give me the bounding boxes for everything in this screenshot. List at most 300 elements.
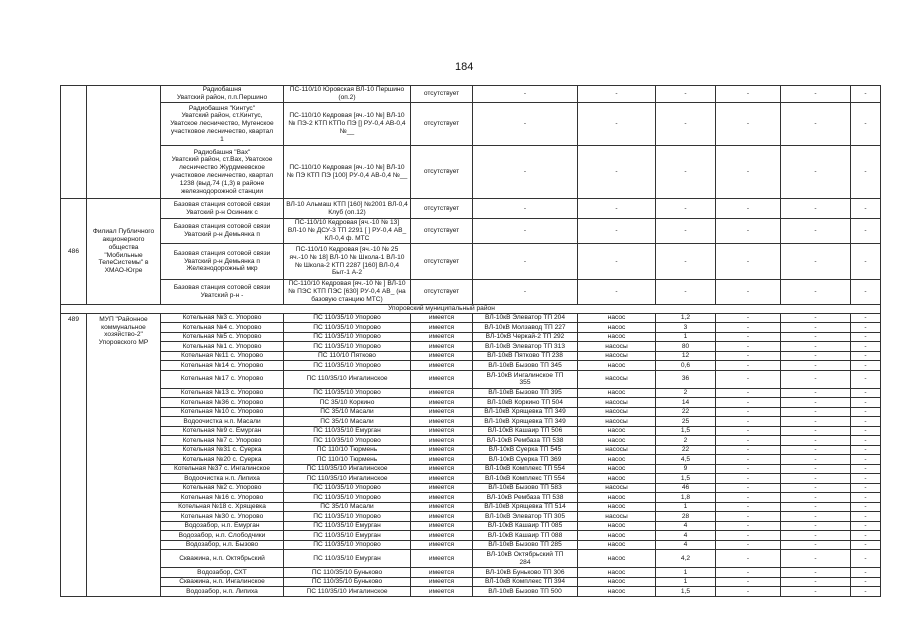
- availability-cell: отсутствует: [411, 86, 473, 103]
- feeder-line-cell: -: [473, 199, 578, 219]
- col11-cell: -: [851, 332, 881, 342]
- table-row: [61, 219, 881, 244]
- col10-cell: -: [781, 531, 851, 541]
- availability-cell: имеется: [411, 436, 473, 446]
- power-source-cell: ПС 110/35/10 Упорово: [284, 388, 411, 398]
- equipment-cell: -: [578, 86, 656, 103]
- table-row: [61, 398, 881, 408]
- load-cell: 4,2: [656, 550, 716, 568]
- power-source-cell: ПС 110/35/10 Емурган: [284, 521, 411, 531]
- col9-cell: -: [716, 577, 781, 587]
- availability-cell: имеется: [411, 577, 473, 587]
- col10-cell: -: [781, 426, 851, 436]
- power-source-cell: ПС 110/35/10 Ингалинское: [284, 474, 411, 484]
- power-source-cell: ПС 110/35/10 Упорово: [284, 512, 411, 522]
- equipment-cell: насос: [578, 436, 656, 446]
- col9-cell: -: [716, 103, 781, 146]
- equipment-cell: насос: [578, 493, 656, 503]
- object-cell: Котельная №1 с. Упорово: [161, 342, 284, 352]
- col9-cell: -: [716, 531, 781, 541]
- object-cell: Котельная №11 с. Упорово: [161, 351, 284, 361]
- equipment-cell: насос: [578, 474, 656, 484]
- availability-cell: имеется: [411, 474, 473, 484]
- section-title: Упоровский муниципальный район: [61, 305, 881, 314]
- availability-cell: имеется: [411, 332, 473, 342]
- feeder-line-cell: ВЛ-10кВ Комплекс ТП 394: [473, 577, 578, 587]
- availability-cell: имеется: [411, 531, 473, 541]
- col11-cell: -: [851, 199, 881, 219]
- availability-cell: имеется: [411, 455, 473, 465]
- availability-cell: имеется: [411, 540, 473, 550]
- equipment-cell: насос: [578, 521, 656, 531]
- power-source-cell: ПС 110/35/10 Упорово: [284, 323, 411, 333]
- equipment-cell: насосы: [578, 370, 656, 388]
- col11-cell: -: [851, 407, 881, 417]
- equipment-cell: насос: [578, 455, 656, 465]
- col10-cell: -: [781, 370, 851, 388]
- organization-cell: Филиал Публичного акционерного общества "Мобильные ТелеСистемы" в ХМАО-Югре: [87, 199, 161, 305]
- col9-cell: -: [716, 244, 781, 280]
- load-cell: -: [656, 103, 716, 146]
- feeder-line-cell: ВЛ-10кВ Комплекс ТП 554: [473, 474, 578, 484]
- power-source-cell: ПС-110/10 Кедровая [яч.-10 № 25 яч.-10 № 18] ВЛ-10 № Школа-1 ВЛ-10 № Школа-2 КТП 2287 [160] ВЛ-0,4 Быт-1 А-2: [284, 244, 411, 280]
- feeder-line-cell: ВЛ-10кВ Суерка ТП 545: [473, 445, 578, 455]
- col9-cell: -: [716, 445, 781, 455]
- col9-cell: -: [716, 426, 781, 436]
- equipment-cell: -: [578, 244, 656, 280]
- col11-cell: -: [851, 540, 881, 550]
- object-cell: Радиобашня "Кинтус" Уватский район, ст.Кинтус, Уватское лесничество, Мугенское участковое лесничество, квартал 1: [161, 103, 284, 146]
- table-row: [61, 280, 881, 305]
- power-source-cell: ПС 110/35/10 Упорово: [284, 483, 411, 493]
- load-cell: 1,5: [656, 426, 716, 436]
- power-source-cell: ПС 110/10 Тюрмень: [284, 455, 411, 465]
- table-row: [61, 407, 881, 417]
- col10-cell: -: [781, 199, 851, 219]
- availability-cell: имеется: [411, 502, 473, 512]
- availability-cell: имеется: [411, 464, 473, 474]
- feeder-line-cell: ВЛ-10кВ Бызово ТП 583: [473, 483, 578, 493]
- load-cell: -: [656, 146, 716, 199]
- table-row: [61, 521, 881, 531]
- col11-cell: -: [851, 521, 881, 531]
- equipment-cell: насосы: [578, 407, 656, 417]
- consumers-table: [60, 85, 881, 597]
- col11-cell: -: [851, 313, 881, 323]
- object-cell: Базовая станция сотовой связи Уватский р-н Демьянка п Железнодорожный мкр: [161, 244, 284, 280]
- object-cell: Водоочистка н.п. Масали: [161, 417, 284, 427]
- availability-cell: отсутствует: [411, 244, 473, 280]
- power-source-cell: ПС 110/35/10 Емурган: [284, 531, 411, 541]
- load-cell: 12: [656, 351, 716, 361]
- col11-cell: -: [851, 550, 881, 568]
- col9-cell: -: [716, 313, 781, 323]
- power-source-cell: ПС 35/10 Коркино: [284, 398, 411, 408]
- col11-cell: -: [851, 577, 881, 587]
- equipment-cell: насос: [578, 323, 656, 333]
- power-source-cell: ПС 110/35/10 Ингалинское: [284, 464, 411, 474]
- col10-cell: -: [781, 455, 851, 465]
- power-source-cell: ВЛ-10 Альмаш КТП [160] №2001 ВЛ-0,4 Клуб (оп.12): [284, 199, 411, 219]
- col9-cell: -: [716, 417, 781, 427]
- availability-cell: имеется: [411, 426, 473, 436]
- load-cell: 2: [656, 388, 716, 398]
- availability-cell: имеется: [411, 361, 473, 371]
- table-row: [61, 577, 881, 587]
- col11-cell: -: [851, 370, 881, 388]
- feeder-line-cell: -: [473, 86, 578, 103]
- table-row: [61, 512, 881, 522]
- feeder-line-cell: ВЛ-10кВ Элеватор ТП 204: [473, 313, 578, 323]
- col9-cell: -: [716, 370, 781, 388]
- col10-cell: -: [781, 244, 851, 280]
- load-cell: 1,8: [656, 493, 716, 503]
- equipment-cell: -: [578, 219, 656, 244]
- col10-cell: -: [781, 323, 851, 333]
- col11-cell: -: [851, 426, 881, 436]
- object-cell: Котельная №3 с. Упорово: [161, 313, 284, 323]
- page-number: 184: [455, 61, 474, 73]
- table-row: [61, 493, 881, 503]
- col11-cell: -: [851, 445, 881, 455]
- col9-cell: -: [716, 361, 781, 371]
- col11-cell: -: [851, 388, 881, 398]
- load-cell: 2: [656, 436, 716, 446]
- load-cell: 1: [656, 332, 716, 342]
- power-source-cell: ПС 110/35/10 Упорово: [284, 361, 411, 371]
- col10-cell: -: [781, 550, 851, 568]
- table-row: [61, 436, 881, 446]
- object-cell: Водозабор, н.п. Емурган: [161, 521, 284, 531]
- feeder-line-cell: ВЛ-10кВ Элеватор ТП 313: [473, 342, 578, 352]
- col10-cell: -: [781, 568, 851, 578]
- col9-cell: -: [716, 493, 781, 503]
- equipment-cell: насосы: [578, 445, 656, 455]
- table-row: [61, 146, 881, 199]
- power-source-cell: ПС 35/10 Масали: [284, 417, 411, 427]
- availability-cell: отсутствует: [411, 219, 473, 244]
- col11-cell: -: [851, 417, 881, 427]
- feeder-line-cell: ВЛ-10кВ Октябрьский ТП 284: [473, 550, 578, 568]
- col10-cell: -: [781, 474, 851, 484]
- col10-cell: -: [781, 417, 851, 427]
- table-row: [61, 474, 881, 484]
- col10-cell: -: [781, 436, 851, 446]
- col10-cell: -: [781, 540, 851, 550]
- feeder-line-cell: ВЛ-10кВ Молзавод ТП 227: [473, 323, 578, 333]
- col10-cell: -: [781, 332, 851, 342]
- load-cell: 28: [656, 512, 716, 522]
- power-source-cell: ПС 110/10 Пятково: [284, 351, 411, 361]
- availability-cell: имеется: [411, 398, 473, 408]
- feeder-line-cell: ВЛ-10кВ Бызово ТП 345: [473, 361, 578, 371]
- load-cell: 1: [656, 568, 716, 578]
- object-cell: Котельная №9 с. Емурган: [161, 426, 284, 436]
- feeder-line-cell: -: [473, 219, 578, 244]
- col9-cell: -: [716, 351, 781, 361]
- col11-cell: -: [851, 398, 881, 408]
- equipment-cell: насос: [578, 388, 656, 398]
- equipment-cell: насосы: [578, 483, 656, 493]
- col9-cell: -: [716, 568, 781, 578]
- organization-cell: МУП "Районное коммунальное хозяйство-2" Упоровского МР: [87, 313, 161, 596]
- load-cell: -: [656, 219, 716, 244]
- equipment-cell: насос: [578, 361, 656, 371]
- availability-cell: имеется: [411, 445, 473, 455]
- feeder-line-cell: ВЛ-10кВ Кашаир ТП 085: [473, 521, 578, 531]
- object-cell: Базовая станция сотовой связи Уватский р-н Демьянка п: [161, 219, 284, 244]
- power-source-cell: ПС-110/10 Кедровая [яч.-10 №] ВЛ-10 № ПЭ-2 КТП КТПо ПЭ [] РУ-0,4 АВ-0,4 №__: [284, 103, 411, 146]
- table-row: [61, 445, 881, 455]
- power-source-cell: ПС 110/35/10 Упорово: [284, 313, 411, 323]
- col9-cell: -: [716, 323, 781, 333]
- object-cell: Скважина, н.п. Октябрьский: [161, 550, 284, 568]
- col10-cell: -: [781, 361, 851, 371]
- col10-cell: -: [781, 342, 851, 352]
- equipment-cell: насос: [578, 426, 656, 436]
- load-cell: 36: [656, 370, 716, 388]
- object-cell: Скважина, н.п. Ингалинское: [161, 577, 284, 587]
- power-source-cell: ПС-110/10 Кедровая [яч.-10 № ] ВЛ-10 № ПЭС КТП ПЭС [630] РУ-0,4 АВ_ (на базовую станцию МТС): [284, 280, 411, 305]
- col11-cell: -: [851, 587, 881, 597]
- table-row: [61, 244, 881, 280]
- availability-cell: отсутствует: [411, 146, 473, 199]
- table-row: [61, 483, 881, 493]
- col9-cell: -: [716, 199, 781, 219]
- power-source-cell: ПС 110/35/10 Упорово: [284, 436, 411, 446]
- object-cell: Водоочистка н.п. Липиха: [161, 474, 284, 484]
- equipment-cell: -: [578, 103, 656, 146]
- equipment-cell: насосы: [578, 351, 656, 361]
- feeder-line-cell: ВЛ-10кВ Ингалинское ТП 355: [473, 370, 578, 388]
- col10-cell: -: [781, 521, 851, 531]
- object-cell: Водозабор, СХТ: [161, 568, 284, 578]
- load-cell: 46: [656, 483, 716, 493]
- object-cell: Водозабор, н.п. Липиха: [161, 587, 284, 597]
- table-row: [61, 455, 881, 465]
- equipment-cell: насосы: [578, 398, 656, 408]
- col9-cell: -: [716, 464, 781, 474]
- feeder-line-cell: ВЛ-10кВ Бызово ТП 500: [473, 587, 578, 597]
- power-source-cell: ПС-110/10 Кедровая [яч.-10 № 13] ВЛ-10 № ДСУ-3 ТП 2291 [ ] РУ-0,4 АВ_ КЛ-0,4 ф. МТС: [284, 219, 411, 244]
- feeder-line-cell: ВЛ-10кВ Хрящевка ТП 349: [473, 407, 578, 417]
- table-row: [61, 199, 881, 219]
- col10-cell: -: [781, 219, 851, 244]
- col10-cell: -: [781, 146, 851, 199]
- feeder-line-cell: ВЛ-10кВ Рембаза ТП 538: [473, 436, 578, 446]
- table-row: [61, 531, 881, 541]
- feeder-line-cell: ВЛ-10кВ Комплекс ТП 554: [473, 464, 578, 474]
- col9-cell: -: [716, 521, 781, 531]
- availability-cell: имеется: [411, 351, 473, 361]
- col9-cell: -: [716, 398, 781, 408]
- power-source-cell: ПС 110/35/10 Емурган: [284, 550, 411, 568]
- load-cell: 4: [656, 540, 716, 550]
- table-row: [61, 568, 881, 578]
- power-source-cell: ПС 110/35/10 Упорово: [284, 342, 411, 352]
- power-source-cell: ПС 110/35/10 Емурган: [284, 426, 411, 436]
- equipment-cell: насос: [578, 502, 656, 512]
- availability-cell: отсутствует: [411, 280, 473, 305]
- equipment-cell: насос: [578, 577, 656, 587]
- object-cell: Котельная №4 с. Упорово: [161, 323, 284, 333]
- table-row: [61, 313, 881, 323]
- col11-cell: -: [851, 483, 881, 493]
- equipment-cell: -: [578, 146, 656, 199]
- power-source-cell: ПС 110/35/10 Ингалинское: [284, 587, 411, 597]
- equipment-cell: насосы: [578, 417, 656, 427]
- power-source-cell: ПС 110/35/10 Ингалинское: [284, 370, 411, 388]
- col11-cell: -: [851, 464, 881, 474]
- power-source-cell: ПС 110/35/10 Буньково: [284, 568, 411, 578]
- load-cell: 22: [656, 407, 716, 417]
- object-cell: Котельная №5 с. Упорово: [161, 332, 284, 342]
- table-row: [61, 426, 881, 436]
- equipment-cell: насос: [578, 587, 656, 597]
- col11-cell: -: [851, 146, 881, 199]
- table-row: [61, 502, 881, 512]
- availability-cell: отсутствует: [411, 103, 473, 146]
- availability-cell: имеется: [411, 521, 473, 531]
- object-cell: Котельная №14 с. Упорово: [161, 361, 284, 371]
- col11-cell: -: [851, 502, 881, 512]
- power-source-cell: ПС 110/35/10 Упорово: [284, 332, 411, 342]
- col11-cell: -: [851, 493, 881, 503]
- equipment-cell: насос: [578, 568, 656, 578]
- availability-cell: имеется: [411, 388, 473, 398]
- equipment-cell: насос: [578, 540, 656, 550]
- col9-cell: -: [716, 280, 781, 305]
- load-cell: 0,6: [656, 361, 716, 371]
- object-cell: Котельная №17 с. Упорово: [161, 370, 284, 388]
- availability-cell: имеется: [411, 587, 473, 597]
- power-source-cell: ПС 110/35/10 Упорово: [284, 540, 411, 550]
- col10-cell: -: [781, 493, 851, 503]
- availability-cell: имеется: [411, 483, 473, 493]
- col11-cell: -: [851, 342, 881, 352]
- table-row: [61, 323, 881, 333]
- col9-cell: -: [716, 219, 781, 244]
- col9-cell: -: [716, 342, 781, 352]
- load-cell: -: [656, 199, 716, 219]
- table-row: [61, 587, 881, 597]
- col10-cell: -: [781, 103, 851, 146]
- col11-cell: -: [851, 219, 881, 244]
- col9-cell: -: [716, 407, 781, 417]
- col9-cell: -: [716, 483, 781, 493]
- load-cell: -: [656, 280, 716, 305]
- availability-cell: имеется: [411, 568, 473, 578]
- col10-cell: -: [781, 577, 851, 587]
- feeder-line-cell: ВЛ-10кВ Черкай-2 ТП 292: [473, 332, 578, 342]
- feeder-line-cell: ВЛ-10кВ Рембаза ТП 538: [473, 493, 578, 503]
- col9-cell: -: [716, 512, 781, 522]
- col11-cell: -: [851, 455, 881, 465]
- col9-cell: -: [716, 587, 781, 597]
- table-row: [61, 370, 881, 388]
- number-cell: 486: [61, 199, 87, 305]
- equipment-cell: -: [578, 280, 656, 305]
- object-cell: Радиобашня "Вах" Уватский район, ст.Вах, Уватское лесничество Журдмеевское участковое лесничество, квартал 1238 (выд.74 (1,3) в районе железнодорожной станции: [161, 146, 284, 199]
- col11-cell: -: [851, 474, 881, 484]
- availability-cell: имеется: [411, 323, 473, 333]
- load-cell: 25: [656, 417, 716, 427]
- load-cell: 1,5: [656, 587, 716, 597]
- col10-cell: -: [781, 483, 851, 493]
- load-cell: 22: [656, 445, 716, 455]
- col9-cell: -: [716, 550, 781, 568]
- object-cell: Котельная №37 с. Ингалинское: [161, 464, 284, 474]
- col9-cell: -: [716, 86, 781, 103]
- equipment-cell: насос: [578, 550, 656, 568]
- feeder-line-cell: ВЛ-10кВ Пятково ТП 238: [473, 351, 578, 361]
- feeder-line-cell: -: [473, 280, 578, 305]
- col9-cell: -: [716, 388, 781, 398]
- number-cell: [61, 86, 87, 199]
- object-cell: Котельная №18 с. Хрящевка: [161, 502, 284, 512]
- col9-cell: -: [716, 146, 781, 199]
- table-row: [61, 103, 881, 146]
- load-cell: 80: [656, 342, 716, 352]
- feeder-line-cell: ВЛ-10кВ Суерка ТП 369: [473, 455, 578, 465]
- col11-cell: -: [851, 351, 881, 361]
- object-cell: Базовая станция сотовой связи Уватский р-н Осинник с: [161, 199, 284, 219]
- load-cell: -: [656, 86, 716, 103]
- load-cell: -: [656, 244, 716, 280]
- power-source-cell: ПС 110/35/10 Буньково: [284, 577, 411, 587]
- object-cell: Котельная №36 с. Упорово: [161, 398, 284, 408]
- feeder-line-cell: ВЛ-10кВ Элеватор ТП 305: [473, 512, 578, 522]
- col11-cell: -: [851, 244, 881, 280]
- table-row: [61, 342, 881, 352]
- organization-cell: [87, 86, 161, 199]
- object-cell: Котельная №2 с. Упорово: [161, 483, 284, 493]
- availability-cell: имеется: [411, 370, 473, 388]
- feeder-line-cell: -: [473, 244, 578, 280]
- table-row: [61, 361, 881, 371]
- col10-cell: -: [781, 313, 851, 323]
- table-row: [61, 351, 881, 361]
- load-cell: 4: [656, 521, 716, 531]
- feeder-line-cell: -: [473, 103, 578, 146]
- feeder-line-cell: ВЛ-10кВ Коркино ТП 504: [473, 398, 578, 408]
- object-cell: Котельная №20 с. Суерка: [161, 455, 284, 465]
- feeder-line-cell: ВЛ-10кВ Кашаир ТП 506: [473, 426, 578, 436]
- table-row: [61, 464, 881, 474]
- col11-cell: -: [851, 361, 881, 371]
- table-row: [61, 550, 881, 568]
- power-source-cell: ПС 35/10 Масали: [284, 502, 411, 512]
- col11-cell: -: [851, 436, 881, 446]
- availability-cell: имеется: [411, 512, 473, 522]
- col9-cell: -: [716, 474, 781, 484]
- availability-cell: имеется: [411, 407, 473, 417]
- col11-cell: -: [851, 323, 881, 333]
- table-body: [61, 86, 881, 597]
- availability-cell: имеется: [411, 313, 473, 323]
- power-source-cell: ПС 110/35/10 Упорово: [284, 493, 411, 503]
- feeder-line-cell: ВЛ-10кВ Кашаир ТП 088: [473, 531, 578, 541]
- col11-cell: -: [851, 103, 881, 146]
- availability-cell: имеется: [411, 550, 473, 568]
- col10-cell: -: [781, 351, 851, 361]
- col11-cell: -: [851, 512, 881, 522]
- equipment-cell: насос: [578, 464, 656, 474]
- power-source-cell: ПС 110/10 Тюрмень: [284, 445, 411, 455]
- number-cell: 489: [61, 313, 87, 596]
- load-cell: 1,5: [656, 474, 716, 484]
- object-cell: Водозабор, н.п. Слободчики: [161, 531, 284, 541]
